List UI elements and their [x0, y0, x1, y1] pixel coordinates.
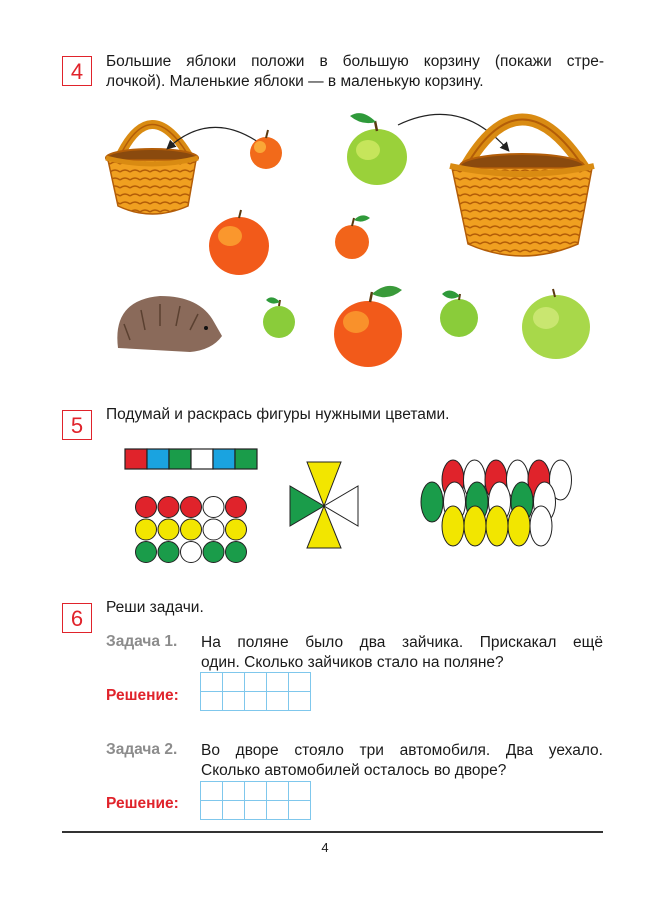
- grid-circle-2-1[interactable]: [158, 542, 179, 563]
- problem2-line2: Сколько автомобилей осталось во дворе?: [201, 762, 507, 779]
- task6-instruction: Реши задачи.: [106, 599, 204, 616]
- grid-circle-1-2[interactable]: [181, 519, 202, 540]
- oval-bottom-0[interactable]: [442, 506, 464, 546]
- strip-cell-2[interactable]: [169, 449, 191, 469]
- grid-circle-0-0[interactable]: [136, 497, 157, 518]
- problem1-label: Задача 1.: [106, 633, 178, 650]
- grid-circle-2-3[interactable]: [203, 542, 224, 563]
- grid-circle-1-1[interactable]: [158, 519, 179, 540]
- strip-cell-5[interactable]: [235, 449, 257, 469]
- problem1-text: [201, 633, 603, 673]
- task4-instruction-line1: Большие яблоки положи в большую корзину (покажи стре-: [106, 53, 604, 70]
- oval-bottom-4[interactable]: [530, 506, 552, 546]
- problem1-line2: один. Сколько зайчиков стало на поляне?: [201, 654, 504, 671]
- task-number-4: 4: [62, 56, 92, 86]
- solution2-label: Решение:: [106, 795, 179, 812]
- grid-circle-0-2[interactable]: [181, 497, 202, 518]
- solution2-grid[interactable]: [200, 781, 312, 823]
- oval-bottom-2[interactable]: [486, 506, 508, 546]
- grid-circle-0-3[interactable]: [203, 497, 224, 518]
- footer-divider: [62, 831, 603, 833]
- problem1-line1: На поляне было два зайчика. Прискакал ещё: [201, 634, 603, 651]
- grid-circle-1-0[interactable]: [136, 519, 157, 540]
- task4-instruction-line2: лочкой). Маленькие яблоки — в маленькую корзину.: [106, 73, 484, 90]
- strip-cell-0[interactable]: [125, 449, 147, 469]
- problem2-text: [201, 741, 603, 781]
- oval-bottom-1[interactable]: [464, 506, 486, 546]
- grid-circle-1-4[interactable]: [226, 519, 247, 540]
- grid-circle-2-2[interactable]: [181, 542, 202, 563]
- grid-circle-2-4[interactable]: [226, 542, 247, 563]
- strip-cell-4[interactable]: [213, 449, 235, 469]
- oval-mid-0[interactable]: [421, 482, 443, 522]
- strip-cell-1[interactable]: [147, 449, 169, 469]
- grid-circle-2-0[interactable]: [136, 542, 157, 563]
- task5-instruction: Подумай и раскрась фигуры нужными цветами.: [106, 406, 450, 423]
- page-number: 4: [321, 840, 329, 855]
- solution1-grid[interactable]: [200, 672, 312, 714]
- problem2-label: Задача 2.: [106, 741, 178, 758]
- strip-cell-3[interactable]: [191, 449, 213, 469]
- solution1-label: Решение:: [106, 687, 179, 704]
- grid-circle-0-1[interactable]: [158, 497, 179, 518]
- grid-circle-0-4[interactable]: [226, 497, 247, 518]
- problem2-line1: Во дворе стояло три автомобиля. Два уехало.: [201, 742, 603, 759]
- task-number-5: 5: [62, 410, 92, 440]
- oval-bottom-3[interactable]: [508, 506, 530, 546]
- grid-circle-1-3[interactable]: [203, 519, 224, 540]
- task-number-6: 6: [62, 603, 92, 633]
